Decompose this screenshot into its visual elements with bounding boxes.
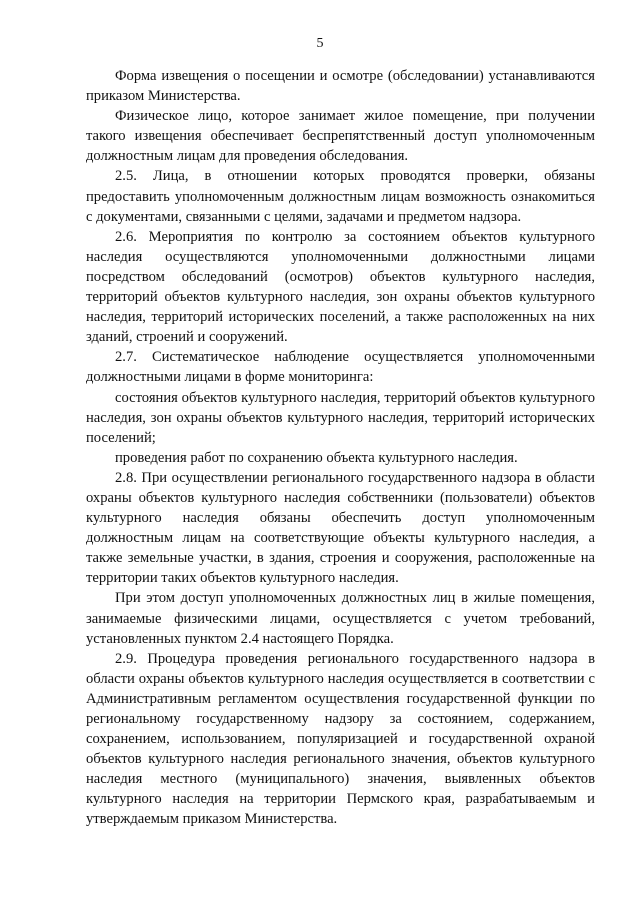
- paragraph-2-7: 2.7. Систематическое наблюдение осуществляется уполномоченными должностными лицами в форме мониторинга:: [86, 349, 595, 386]
- paragraph-2-8: 2.8. При осуществлении регионального государственного надзора в области охраны объектов культурного наследия собственники (пользователи) объектов культурного наследия обязаны обеспечить доступ уполномоченным должностным лицам на соответствующие объекты культурного наследия, а также земельные участки, в здания, строения и сооружения, расположенные на территории таких объектов культурного наследия.: [86, 469, 595, 587]
- list-item-monitoring-works: проведения работ по сохранению объекта культурного наследия.: [115, 449, 518, 466]
- paragraph-resident-access: Физическое лицо, которое занимает жилое помещение, при получении такого извещения обеспечивает беспрепятственный доступ уполномоченным должностным лицам для проведения обследования.: [86, 108, 595, 165]
- paragraph-notice-form: Форма извещения о посещении и осмотре (обследовании) устанавливаются приказом Министерства.: [86, 68, 595, 105]
- page-number: 5: [316, 36, 324, 51]
- paragraph-2-6: 2.6. Мероприятия по контролю за состоянием объектов культурного наследия осуществляются уполномоченными должностными лицами посредством обследований (осмотров) объектов культурного наследия, территорий объектов культурного наследия, зон охраны объектов культурного наследия, территорий исторических поселений, а также расположенных на них зданий, строений и сооружений.: [86, 228, 595, 346]
- paragraph-2-9: 2.9. Процедура проведения регионального государственного надзора в области охраны объектов культурного наследия осуществляется в соответствии с Административным регламентом осуществления государственной функции по региональному государственному надзору за состоянием, содержанием, сохранением, использованием, популяризацией и государственной охраной объектов культурного наследия регионального значения, объектов культурного наследия местного (муниципального) значения, выявленных объектов культурного наследия на территории Пермского края, разрабатываемым и утверждаемым приказом Министерства.: [86, 650, 595, 828]
- document-body: [86, 66, 595, 830]
- list-item-monitoring-state: состояния объектов культурного наследия, территорий объектов культурного наследия, зон охраны объектов культурного наследия, территорий исторических поселений;: [86, 389, 595, 446]
- paragraph-2-5: 2.5. Лица, в отношении которых проводятся проверки, обязаны предоставить уполномоченным должностным лицам возможность ознакомиться с документами, связанными с целями, задачами и предметом надзора.: [86, 168, 595, 225]
- paragraph-residential-access: При этом доступ уполномоченных должностных лиц в жилые помещения, занимаемые физическими лицами, осуществляется с учетом требований, установленных пунктом 2.4 настоящего Порядка.: [86, 590, 595, 647]
